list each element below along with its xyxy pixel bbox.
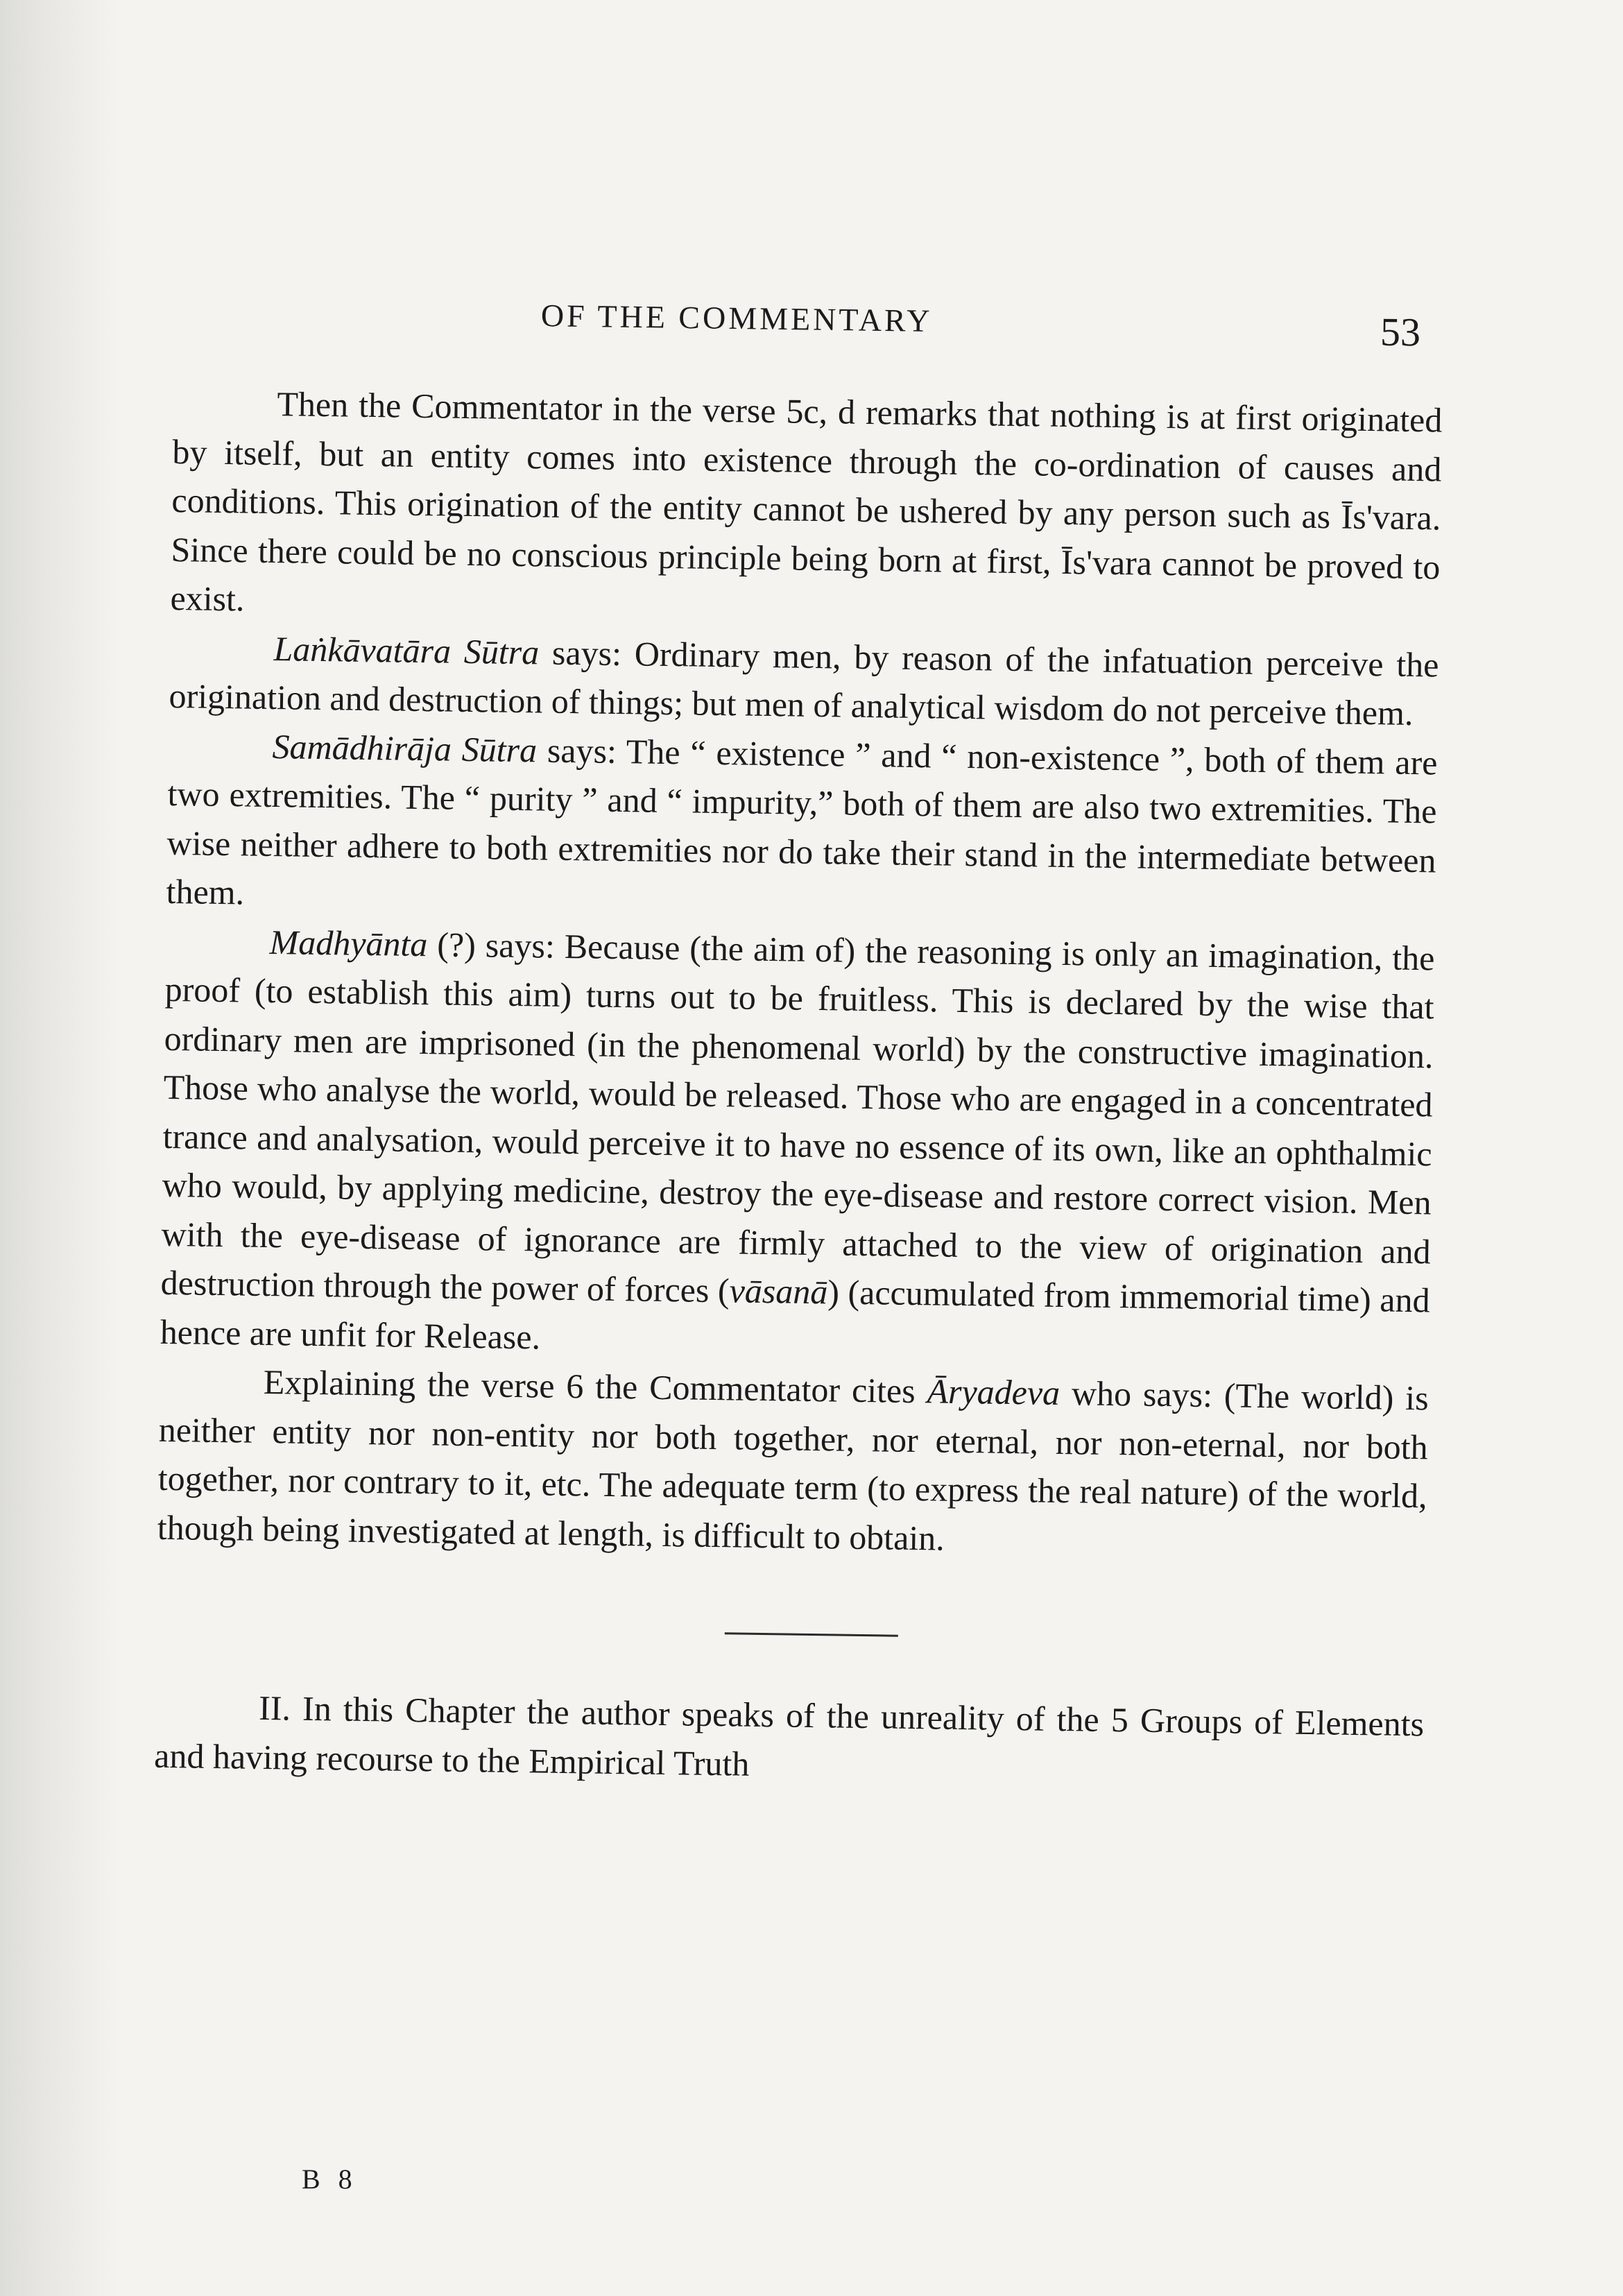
paragraph-commentator-5cd: Then the Commentator in the verse 5c, d remarks that nothing is at first originated by itself, but an entity comes into existence through the co-ordination of causes and conditions. This origination of the entity cannot be ushered by any person such as Īs'vara. Since there could be no conscious principle being born at first, Īs'vara cannot be proved to exist.: [170, 384, 1443, 619]
signature-mark: B 8: [302, 2164, 358, 2195]
source-title: Madhyānta: [269, 922, 428, 963]
source-title: Āryadeva: [927, 1371, 1060, 1412]
paragraph-samadhiraja: Samādhirāja Sūtra says: The “ existence ” and “ non-existence ”, both of them are two extremities. The “ purity ” and “ impurity,” both of them are also two extremities. The wise neither adhere to both extremities nor do take their stand in the intermediate between them.: [166, 726, 1438, 912]
paragraph-aryadeva: Explaining the verse 6 the Commentator cites Āryadeva who says: (The world) is neither entity nor non-entity nor both together, nor eternal, nor non-eternal, nor both together, nor contrary to it, etc. The adequate term (to express the real nature) of the world, though being investigated at length, is difficult to obtain.: [157, 1362, 1429, 1558]
paragraph-chapter-ii: II. In this Chapter the author speaks of the unreality of the 5 Groups of Elements and having recourse to the Empirical Truth: [153, 1688, 1425, 1783]
paragraph-madhyanta: Madhyānta (?) says: Because (the aim of) the reasoning is only an imagination, the proof (to establish this aim) turns out to be fruitless. This is declared by the wise that ordinary men are imprisoned (in the phenomenal world) by the constructive imagination. Those who analyse the world, would be released. Those who are engaged in a concentrated trance and analysation, would perceive it to have no essence of its own, like an ophthalmic who would, by applying medicine, destroy the eye-disease and restore correct vision. Men with the eye-disease of ignorance are firmly attached to the view of origination and destruction through the power of forces (vāsanā) (accumulated from immemorial time) and hence are unfit for Release.: [160, 922, 1435, 1357]
body-text: [154, 378, 1443, 1797]
section-separator: [725, 1632, 898, 1636]
running-head: OF THE COMMENTARY: [540, 298, 933, 339]
paragraph-lankavatara: Laṅkāvatāra Sūtra says: Ordinary men, by reason of the infatuation perceive the origination and destruction of things; but men of analytical wisdom do not perceive them.: [169, 628, 1439, 733]
source-title: Laṅkāvatāra Sūtra: [273, 628, 540, 671]
page-edge-shadow: [0, 0, 118, 2296]
sanskrit-term: vāsanā: [729, 1271, 828, 1312]
page-number: 53: [1380, 309, 1421, 355]
source-title: Samādhirāja Sūtra: [272, 726, 538, 769]
